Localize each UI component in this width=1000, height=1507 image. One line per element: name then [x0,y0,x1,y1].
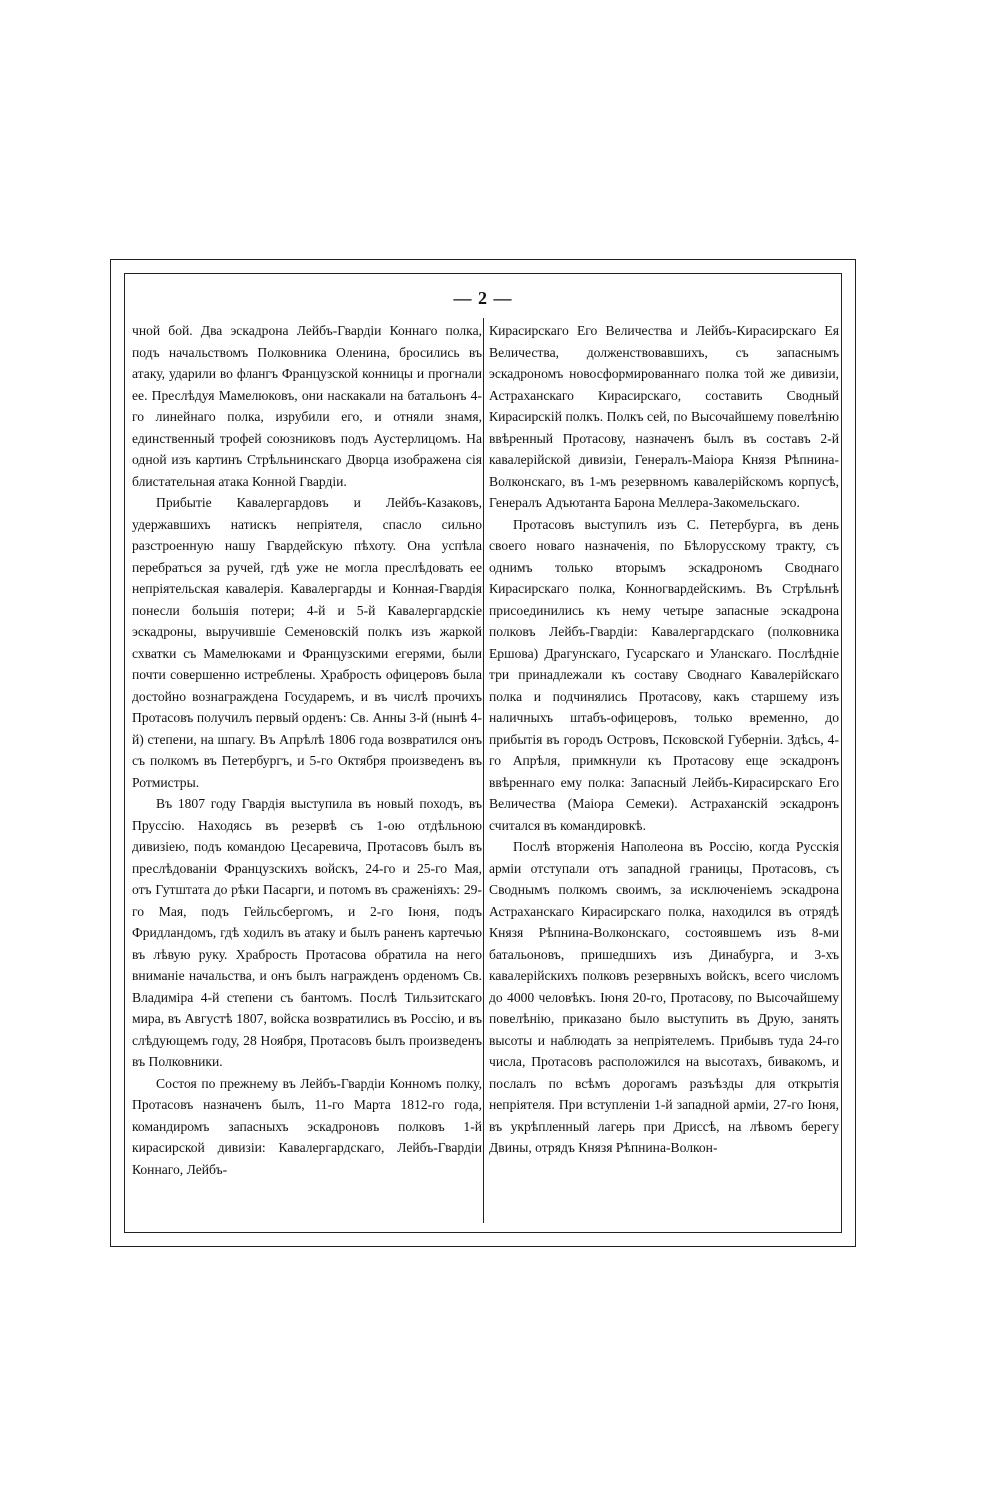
paragraph: Въ 1807 году Гвардія выступила въ новый походъ, въ Пруссію. Находясь въ резервѣ съ 1-ою отдѣльною дивизіею, подъ командою Цесаревича, Протасовъ былъ въ преслѣдованіи Французскихъ войскъ, 24-го и 25-го Мая, отъ Гутштата до рѣки Пасарги, и потомъ въ сраженіяхъ: 29-го Мая, подъ Гейльсбергомъ, и 2-го Іюня, подъ Фридландомъ, гдѣ ходилъ въ атаку и былъ раненъ картечью въ лѣвую руку. Храбрость Протасова обратила на него вниманіе начальства, и онъ былъ награжденъ орденомъ Св. Владиміра 4-й степени съ бантомъ. Послѣ Тильзитскаго мира, въ Августѣ 1807, войска возвратились въ Россію, и въ слѣдующемъ году, 28 Ноября, Протасовъ былъ произведенъ въ Полковники. [132,796,482,1069]
left-column [128,320,486,1220]
right-column [485,320,843,1220]
paragraph: Протасовъ выступилъ изъ С. Петербурга, въ день своего новаго назначенія, по Бѣлорусскому тракту, съ однимъ только вторымъ эскадрономъ Своднаго Кирасирскаго полка, Конногвардейскимъ. Въ Стрѣльнѣ присоединились къ нему четыре запасные эскадрона полковъ Лейбъ-Гвардіи: Кавалергардскаго (полковника Ершова) Драгунскаго, Гусарскаго и Уланскаго. Послѣдніе три принадлежали къ составу Своднаго Кавалерійскаго полка и подчинялись Протасову, какъ старшему изъ наличныхъ штабъ-офицеровъ, только временно, до прибытія въ городъ Островъ, Псковской Губерніи. Здѣсь, 4-го Апрѣля, примкнули къ Протасову еще эскадронъ ввѣреннаго ему полка: Запасный Лейбъ-Кирасирскаго Его Величества (Маіора Семеки). Астраханскій эскадронъ считался въ командировкѣ. [489,516,839,833]
page-number: — 2 — [453,288,513,308]
paragraph: Состоя по прежнему въ Лейбъ-Гвардіи Конномъ полку, Протасовъ назначенъ былъ, 11-го Марта 1812-го года, командиромъ запасныхъ эскадроновъ полковъ 1-й кирасирской дивизіи: Кавалергардскаго, Лейбъ-Гвардіи Коннаго, Лейбъ- [132,1075,482,1177]
paragraph: Прибытіе Кавалергардовъ и Лейбъ-Казаковъ, удержавшихъ натискъ непріятеля, спасло сильно разстроенную нашу Гвардейскую пѣхоту. Она успѣла перебраться за ручей, гдѣ уже не могла преслѣдовать ее непріятельская кавалерія. Кавалергарды и Конная-Гвардія понесли большія потери; 4-й и 5-й Кавалергардскіе эскадроны, выручившіе Семеновскій полкъ изъ жаркой схватки съ Мамелюками и Французскими егерями, были почти совершенно истреблены. Храбрость офицеровъ была достойно вознаграждена Государемъ, и въ числѣ прочихъ Протасовъ получилъ первый орденъ: Св. Анны 3-й (нынѣ 4-й) степени, на шпагу. Въ Апрѣлѣ 1806 года возвратился онъ съ полкомъ въ Петербургъ, и 5-го Октября произведенъ въ Ротмистры. [132,495,482,790]
paragraph: чной бой. Два эскадрона Лейбъ-Гвардіи Коннаго полка, подъ начальствомъ Полковника Оленина, бросились въ атаку, ударили во флангъ Французской конницы и прогнали ее. Преслѣдуя Мамелюковъ, они наскакали на батальонъ 4-го линейнаго полка, изрубили его, и отняли знамя, единственный трофей союзниковъ подъ Аустерлицомъ. На одной изъ картинъ Стрѣльнинскаго Дворца изображена сія блистательная атака Конной Гвардіи. [132,323,482,489]
paragraph: Кирасирскаго Его Величества и Лейбъ-Кирасирскаго Ея Величества, долженствовавшихъ, съ запаснымъ эскадрономъ новосформированнаго полка той же дивизіи, Астраханскаго Кирасирскаго, составить Сводный Кирасирскій полкъ. Полкъ сей, по Высочайшему повелѣнію ввѣренный Протасову, назначенъ былъ въ составъ 2-й кавалерійской дивизіи, Генералъ-Маіора Князя Рѣпнина-Волконскаго, въ 1-мъ резервномъ кавалерійскомъ корпусѣ, Генералъ Адъютанта Барона Меллера-Закомельскаго. [489,323,839,510]
paragraph: Послѣ вторженія Наполеона въ Россію, когда Русскія арміи отступали отъ западной границы, Протасовъ, съ Своднымъ полкомъ своимъ, за исключеніемъ эскадрона Астраханскаго Кирасирскаго полка, находился въ отрядѣ Князя Рѣпнина-Волконскаго, состоявшемъ изъ 8-ми батальоновъ, пришедшихъ изъ Динабурга, и 3-хъ кавалерійскихъ полковъ резервныхъ войскъ, всего числомъ до 4000 человѣкъ. Іюня 20-го, Протасову, по Высочайшему повелѣнію, приказано было выступить въ Друю, занять высоты и наблюдать за непріятелемъ. Прибывъ туда 24-го числа, Протасовъ расположился на высотахъ, бивакомъ, и послалъ по всѣмъ дорогамъ разъѣзды для открытія непріятеля. При вступленіи 1-й западной арміи, 27-го Іюня, въ укрѣпленный лагерь при Дриссѣ, на лѣвомъ берегу Двины, отрядъ Князя Рѣпнина-Волкон- [489,839,839,1155]
